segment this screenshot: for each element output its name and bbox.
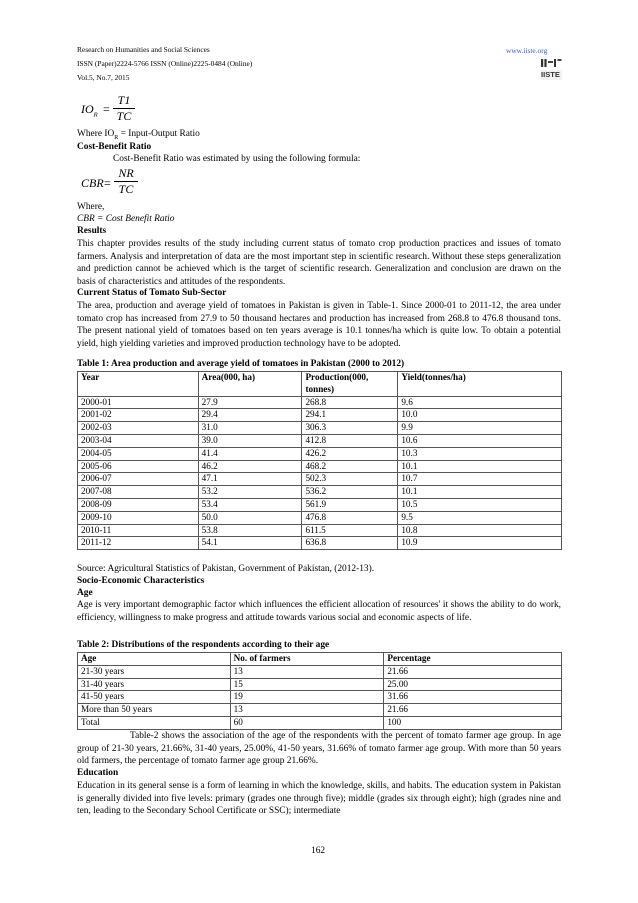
- table1-cell: 306.3: [302, 422, 398, 435]
- table1-cell: 468.2: [302, 460, 398, 473]
- table1-cell: 50.0: [198, 511, 302, 524]
- formula-cbr-lhs: CBR: [81, 176, 104, 190]
- table2-row: [78, 665, 562, 678]
- table1-row: [78, 537, 562, 550]
- table1-cell: 54.1: [198, 537, 302, 550]
- table2-cell: 21-30 years: [78, 665, 231, 678]
- table1-row: [78, 524, 562, 537]
- table2-cell: 15: [230, 678, 384, 691]
- table1-cell: 2011-12: [78, 537, 199, 550]
- table1-cell: 2004-05: [78, 447, 199, 460]
- journal-title: Research on Humanities and Social Sciences: [77, 45, 210, 54]
- table1-cell: 636.8: [302, 537, 398, 550]
- table1-cell: 561.9: [302, 498, 398, 511]
- table1-cell: 10.1: [398, 460, 562, 473]
- table2-row: [78, 691, 562, 704]
- table1-cell: 294.1: [302, 409, 398, 422]
- table1-row: [78, 396, 562, 409]
- where-cbr: Where,: [77, 202, 105, 212]
- table1-cell: 53.8: [198, 524, 302, 537]
- table1-cell: 476.8: [302, 511, 398, 524]
- table1-cell: 39.0: [198, 434, 302, 447]
- table2-header-age: Age: [78, 653, 231, 666]
- formula-cbr-equals: =: [104, 176, 111, 190]
- table1-cell: 9.6: [398, 396, 562, 409]
- table1-row: [78, 498, 562, 511]
- table1-header-row: [78, 372, 562, 397]
- cbr-heading: Cost-Benefit Ratio: [77, 142, 152, 152]
- table1-cell: 10.0: [398, 409, 562, 422]
- table1-header-production: Production(000, tonnes): [302, 372, 398, 397]
- table1-cell: 10.8: [398, 524, 562, 537]
- table1-cell: 10.6: [398, 434, 562, 447]
- formula-io-numerator: T1: [117, 93, 131, 107]
- table2-cell: More than 50 years: [78, 704, 231, 717]
- table2-cell: Total: [78, 716, 231, 729]
- table1-row: [78, 473, 562, 486]
- table2-header-farmers: No. of farmers: [230, 653, 384, 666]
- iiste-logo: [541, 58, 561, 82]
- table1-row: [78, 447, 562, 460]
- table1-cell: 27.9: [198, 396, 302, 409]
- table2-cell: 21.66: [384, 704, 562, 717]
- volume-line: Vol.5, No.7, 2015: [77, 73, 130, 82]
- table1-cell: 412.8: [302, 434, 398, 447]
- socio-heading: Socio-Economic Characteristics: [77, 576, 205, 586]
- table1-cell: 2009-10: [78, 511, 199, 524]
- logo-text: IISTE: [541, 70, 560, 79]
- table1-cell: 502.3: [302, 473, 398, 486]
- table1-cell: 47.1: [198, 473, 302, 486]
- table2-caption: Table 2: Distributions of the respondents according to their age: [77, 640, 330, 650]
- table2-header-row: [78, 653, 562, 666]
- cbr-definition: CBR = Cost Benefit Ratio: [77, 214, 175, 224]
- table1-row: [78, 511, 562, 524]
- age-paragraph: Age is very important demographic factor which influences the efficient allocation of resources' it shows the ability to do work, efficiency, willingness to make progress and attitude towards various social and economic aspects of life.: [77, 600, 561, 623]
- table1-cell: 10.1: [398, 486, 562, 499]
- table1-cell: 41.4: [198, 447, 302, 460]
- table1-header-yield: Yield(tonnes/ha): [398, 372, 562, 397]
- table1-cell: 611.5: [302, 524, 398, 537]
- table1-cell: 9.5: [398, 511, 562, 524]
- table1-header-area: Area(000, ha): [198, 372, 302, 397]
- table2-cell: 21.66: [384, 665, 562, 678]
- formula-cbr-fraction: [114, 166, 138, 197]
- table-age-distribution: [77, 652, 562, 730]
- cbr-intro: Cost-Benefit Ratio was estimated by using the following formula:: [113, 154, 361, 164]
- table1-cell: 2005-06: [78, 460, 199, 473]
- table2-cell: 13: [230, 665, 384, 678]
- table2-row: [78, 704, 562, 717]
- table1-cell: 426.2: [302, 447, 398, 460]
- formula-io-equals: =: [103, 102, 110, 116]
- table2-cell: 25.00: [384, 678, 562, 691]
- table2-cell: 19: [230, 691, 384, 704]
- table1-cell: 2003-04: [78, 434, 199, 447]
- results-paragraph: This chapter provides results of the study including current status of tomato crop production practices and issues of tomato farmers. Analysis and interpretation of data are the most important step in scientific research. Without these steps generalization and prediction cannot be achieved which is the target of scientific research. Generalization and conclusion are drawn on the basis of characteristics and attitudes of the respondents.: [77, 239, 561, 287]
- table1-cell: 2010-11: [78, 524, 199, 537]
- table1-cell: 46.2: [198, 460, 302, 473]
- table1-row: [78, 434, 562, 447]
- table2-cell: 31-40 years: [78, 678, 231, 691]
- table1-cell: 10.5: [398, 498, 562, 511]
- table1-cell: 2002-03: [78, 422, 199, 435]
- education-paragraph: Education in its general sense is a form of learning in which the knowledge, skills, and habits. The education system in Pakistan is generally divided into five levels: primary (grades one through five); middle (grades six through eight); high (grades nine and ten, leading to the Secondary School Certificate or SSC); intermediate: [77, 781, 561, 817]
- results-heading: Results: [77, 226, 107, 236]
- table2-header-percentage: Percentage: [384, 653, 562, 666]
- table1-header-year: Year: [78, 372, 199, 397]
- table1-cell: 10.3: [398, 447, 562, 460]
- table1-row: [78, 422, 562, 435]
- table1-cell: 2000-01: [78, 396, 199, 409]
- status-paragraph: The area, production and average yield of tomatoes in Pakistan is given in Table-1. Since 2000-01 to 2011-12, the area under tomato crop has increased from 27.9 to 50 thousand hectares and production has increased from 268.8 to 476.8 thousand tons. The present national yield of tomatoes based on ten years average is 10.1 tonnes/ha which is quite low. To obtain a potential yield, high yielding varieties and improved production technology have to be adopted.: [77, 301, 561, 349]
- table2-row: [78, 678, 562, 691]
- education-heading: Education: [77, 768, 119, 778]
- table1-row: [78, 409, 562, 422]
- table2-cell: 100: [384, 716, 562, 729]
- formula-io-denominator: TC: [113, 108, 135, 124]
- journal-url-link[interactable]: www.iiste.org: [506, 46, 548, 55]
- table1-cell: 2008-09: [78, 498, 199, 511]
- table1-cell: 53.2: [198, 486, 302, 499]
- where-io-rest: = Input-Output Ratio: [118, 129, 200, 139]
- where-io-sub: R: [114, 134, 119, 141]
- table1-row: [78, 460, 562, 473]
- table1-cell: 29.4: [198, 409, 302, 422]
- table1-cell: 2007-08: [78, 486, 199, 499]
- table1-row: [78, 486, 562, 499]
- table1-cell: 53.4: [198, 498, 302, 511]
- table1-caption: Table 1: Area production and average yield of tomatoes in Pakistan (2000 to 2012): [77, 359, 405, 369]
- formula-io-lhs: [81, 102, 98, 118]
- table1-cell: 31.0: [198, 422, 302, 435]
- formula-cbr-denominator: TC: [114, 181, 138, 197]
- table1-cell: 2001-02: [78, 409, 199, 422]
- table1-cell: 268.8: [302, 396, 398, 409]
- where-io-text: Where IO: [77, 129, 115, 139]
- table-area-production: [77, 371, 562, 550]
- page-number: 162: [311, 846, 326, 856]
- issn-line: ISSN (Paper)2224-5766 ISSN (Online)2225-0484 (Online): [77, 59, 253, 68]
- table2-row: [78, 716, 562, 729]
- status-heading: Current Status of Tomato Sub-Sector: [77, 288, 227, 298]
- age-heading: Age: [77, 588, 93, 598]
- table2-cell: 13: [230, 704, 384, 717]
- table2-cell: 41-50 years: [78, 691, 231, 704]
- table1-cell: 10.9: [398, 537, 562, 550]
- formula-io-lhs-sub: R: [93, 111, 98, 119]
- table1-cell: 536.2: [302, 486, 398, 499]
- table1-cell: 10.7: [398, 473, 562, 486]
- formula-io-fraction: [113, 93, 135, 124]
- formula-cbr-numerator: NR: [118, 166, 134, 180]
- table1-cell: 2006-07: [78, 473, 199, 486]
- where-io: [77, 130, 200, 141]
- table1-source: Source: Agricultural Statistics of Pakistan, Government of Pakistan, (2012-13).: [77, 564, 375, 574]
- table2-cell: 60: [230, 716, 384, 729]
- formula-io-lhs-text: IO: [81, 102, 94, 116]
- table1-cell: 9.9: [398, 422, 562, 435]
- table2-paragraph: Table-2 shows the association of the age of the respondents with the percent of tomato farmer age group. In age group of 21-30 years, 21.66%, 31-40 years, 25.00%, 41-50 years, 31.66% of tomato farmer age group. With more than 50 years old farmers, the percentage of tomato farmer age group 21.66%.: [77, 731, 561, 767]
- table2-cell: 31.66: [384, 691, 562, 704]
